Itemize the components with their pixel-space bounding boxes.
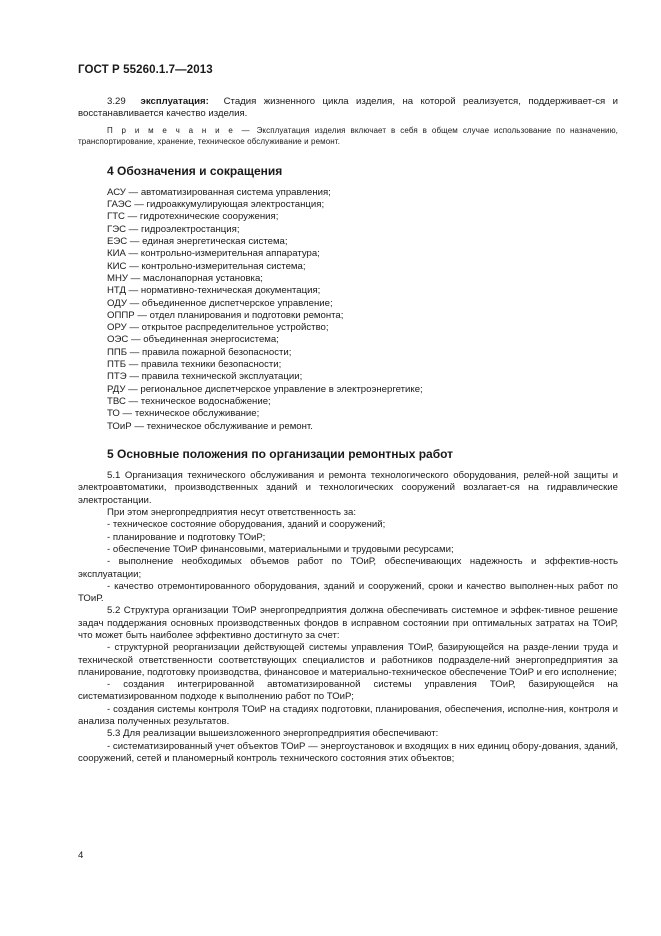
- list-item: ПТЭ — правила технической эксплуатации;: [107, 371, 303, 383]
- list-item: НТД — нормативно-техническая документация;: [107, 285, 321, 297]
- list-item: ОДУ — объединенное диспетчерское управление;: [107, 297, 333, 309]
- list-item: КИС — контрольно-измерительная система;: [107, 260, 306, 272]
- page-number: 4: [78, 850, 84, 861]
- paragraph: При этом энергопредприятия несут ответственность за:: [107, 507, 357, 519]
- list-item: - техническое состояние оборудования, зданий и сооружений;: [107, 519, 386, 531]
- section-5-heading: 5 Основные положения по организации ремонтных работ: [107, 446, 454, 461]
- paragraph: 5.1 Организация технического обслуживания и ремонта технологического оборудования, релей-ной защиты и электроавтоматики, производственных зданий и технологических сооружений возлагает-ся на гидравлические электростанции.: [78, 470, 618, 506]
- list-item: ОППР — отдел планирования и подготовки ремонта;: [107, 309, 344, 321]
- list-item: - создания системы контроля ТОиР на стадиях подготовки, планирования, обеспечения, исполне-ния, контроля и анализа полученных результатов.: [78, 703, 618, 728]
- list-item: - выполнение необходимых объемов работ по ТОиР, обеспечивающих надежность и эффектив-ность эксплуатации;: [78, 556, 618, 580]
- list-item: ППБ — правила пожарной безопасности;: [107, 346, 292, 358]
- list-item: АСУ — автоматизированная система управления;: [107, 186, 331, 198]
- list-item: - создания интегрированной автоматизированной системы управления ТОиР, базирующейся на систематизированном подходе к выполнению работ по ТОиР;: [78, 679, 618, 703]
- section-4-heading: 4 Обозначения и сокращения: [107, 163, 283, 178]
- term-number: 3.29: [107, 96, 126, 107]
- list-item: ТВС — техническое водоснабжение;: [107, 395, 271, 407]
- list-item: КИА — контрольно-измерительная аппаратура;: [107, 248, 320, 260]
- note-text: Эксплуатация изделия включает в себя в общем случае использование по назначению, транспортирование, хранение, техническое обслуживание и ремонт.: [78, 125, 618, 146]
- list-item: ОРУ — открытое распределительное устройство;: [107, 322, 329, 334]
- list-item: ЕЭС — единая энергетическая система;: [107, 236, 288, 248]
- document-header: ГОСТ Р 55260.1.7—2013: [78, 64, 213, 76]
- list-item: РДУ — региональное диспетчерское управление в электроэнергетике;: [107, 383, 423, 395]
- paragraph: 5.3 Для реализации вышеизложенного энергопредприятия обеспечивают:: [107, 728, 439, 740]
- list-item: ТОиР — техническое обслуживание и ремонт.: [107, 420, 313, 432]
- term-3-29: [78, 96, 618, 121]
- term-name: эксплуатация:: [140, 96, 209, 107]
- term-definition: Стадия жизненного цикла изделия, на которой реализуется, поддерживает-ся и восстанавливается качество изделия.: [78, 96, 618, 120]
- list-item: - структурной реорганизации действующей системы управления ТОиР, базирующейся на разде-лении труда и технической ответственности соответствующих специалистов и работников подразделе-ний энергопредприятия за планирование, подготовку производства, финансовое и материально-техническое обеспечение ТОиР и его исполнение;: [78, 642, 618, 678]
- list-item: - качество отремонтированного оборудования, зданий и сооружений, сроки и качество выполнен-ных работ по ТОиР.: [78, 580, 618, 605]
- list-item: ПТБ — правила техники безопасности;: [107, 359, 282, 371]
- document-body: [78, 96, 618, 765]
- note-label: П р и м е ч а н и е —: [107, 125, 252, 135]
- list-item: ГТС — гидротехнические сооружения;: [107, 211, 279, 223]
- abbreviation-list: [78, 187, 618, 433]
- note: [78, 125, 618, 147]
- list-item: ГАЭС — гидроаккумулирующая электростанция;: [107, 199, 325, 211]
- list-item: - систематизированный учет объектов ТОиР — энергоустановок и входящих в них единиц обору-дования, зданий, сооружений, сетей и планомерный контроль технического состояния этих объектов;: [78, 740, 618, 764]
- list-item: ОЭС — объединенная энергосистема;: [107, 334, 279, 346]
- list-item: МНУ — маслонапорная установка;: [107, 272, 263, 284]
- list-item: - обеспечение ТОиР финансовыми, материальными и трудовыми ресурсами;: [107, 543, 454, 555]
- list-item: ГЭС — гидроэлектростанция;: [107, 223, 240, 235]
- paragraph: 5.2 Структура организации ТОиР энергопредприятия должна обеспечивать системное и эффек-тивное решение задач поддержания основных производственных фондов в исправном состоянии при оптимальных затратах на ТОиР, что может быть наиболее эффективно достигнуто за счет:: [78, 605, 618, 641]
- list-item: ТО — техническое обслуживание;: [107, 408, 260, 420]
- list-item: - планирование и подготовку ТОиР;: [107, 531, 266, 543]
